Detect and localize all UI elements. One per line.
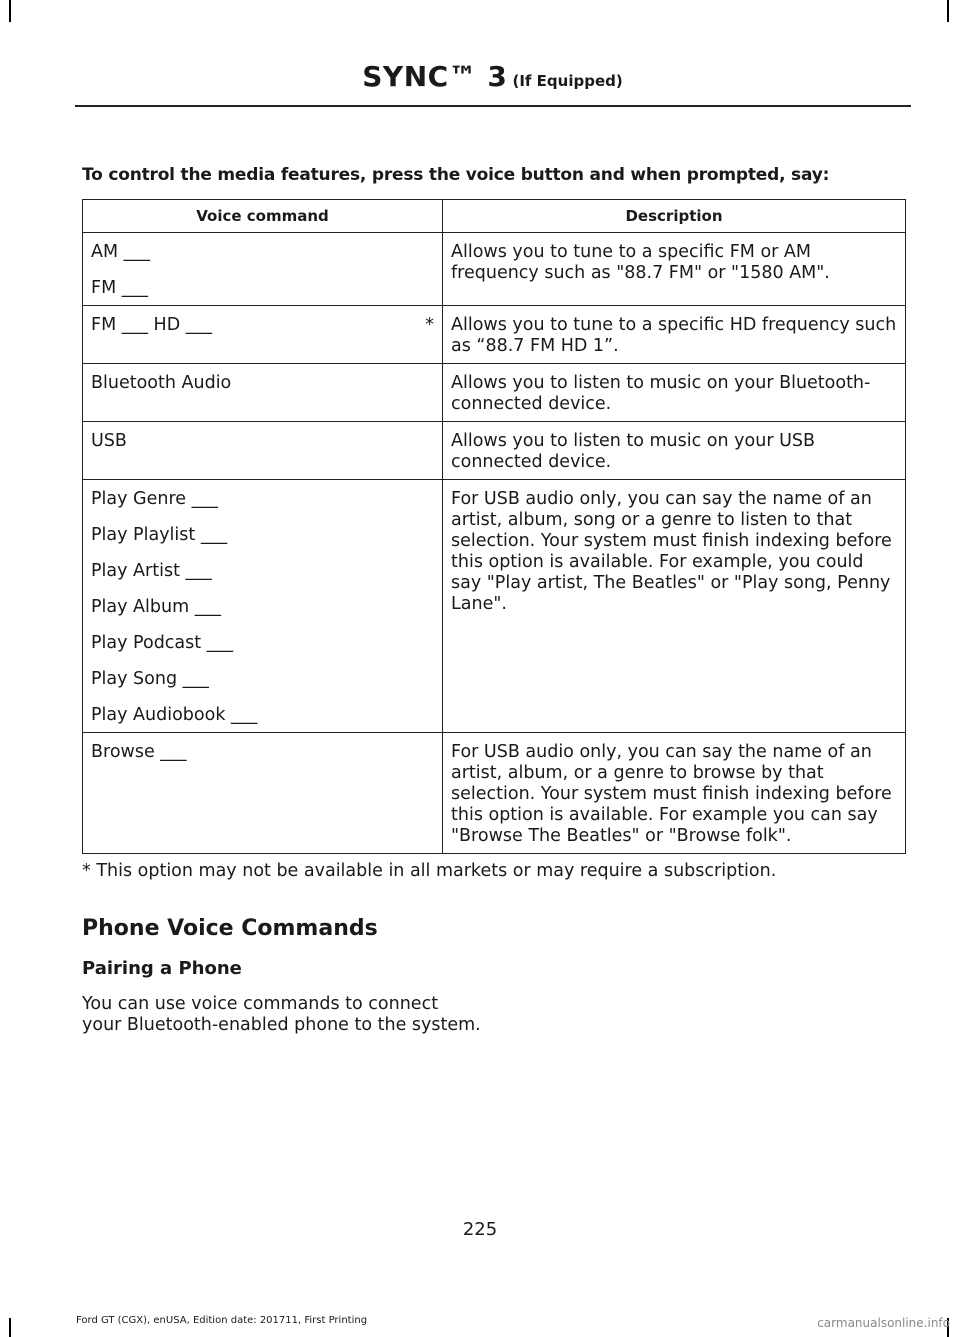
section-heading: Phone Voice Commands: [82, 916, 378, 941]
column-header-voice-command: Voice command: [83, 200, 443, 233]
voice-command-table: [82, 199, 906, 854]
table-row: [83, 733, 906, 854]
command-cell: [83, 306, 443, 364]
command-text: USB: [91, 431, 127, 451]
header-title: SYNC™ 3: [362, 60, 508, 93]
crop-mark: [9, 1318, 11, 1337]
command-cell: [83, 364, 443, 422]
command-cell: [83, 233, 443, 306]
body-paragraph: You can use voice commands to connect your Bluetooth-enabled phone to the system.: [82, 994, 481, 1035]
table-row: [83, 233, 906, 306]
description-cell: For USB audio only, you can say the name of an artist, album, song or a genre to listen to that selection. Your system must finish indexing before this option is available. For example, you could say "Play artist, The Beatles" or "Play song, Penny Lane".: [443, 480, 906, 733]
command-text: Bluetooth Audio: [91, 373, 232, 393]
command-text: Play Audiobook ___: [91, 705, 258, 725]
table-row: [83, 306, 906, 364]
footer-text: Ford GT (CGX), enUSA, Edition date: 201711, First Printing: [76, 1315, 368, 1326]
command-text: Play Playlist ___: [91, 525, 228, 545]
command-text: FM ___: [91, 278, 148, 298]
description-cell: Allows you to listen to music on your USB connected device.: [443, 422, 906, 480]
command-text: AM ___: [91, 242, 150, 262]
command-text: Play Genre ___: [91, 489, 218, 509]
header-rule: [75, 105, 911, 107]
table-header-row: [83, 200, 906, 233]
header-subtitle: (If Equipped): [512, 72, 623, 90]
command-text: Play Podcast ___: [91, 633, 233, 653]
footnote: * This option may not be available in all markets or may require a subscription.: [82, 861, 777, 881]
subsection-heading: Pairing a Phone: [82, 958, 242, 979]
crop-mark: [947, 0, 949, 22]
table-row: [83, 364, 906, 422]
column-header-description: Description: [443, 200, 906, 233]
command-cell: [83, 733, 443, 854]
table-row: [83, 480, 906, 733]
table-row: [83, 422, 906, 480]
page-header: [75, 60, 910, 93]
description-cell: Allows you to listen to music on your Bluetooth-connected device.: [443, 364, 906, 422]
description-cell: Allows you to tune to a specific FM or AM frequency such as "88.7 FM" or "1580 AM".: [443, 233, 906, 306]
footnote-marker: *: [425, 315, 434, 335]
intro-text: To control the media features, press the voice button and when prompted, say:: [82, 165, 830, 185]
watermark: carmanualsonline.info: [817, 1316, 950, 1330]
command-cell: [83, 480, 443, 733]
command-text: Play Album ___: [91, 597, 221, 617]
page-number: 225: [462, 1219, 498, 1240]
command-text: Play Artist ___: [91, 561, 212, 581]
description-cell: For USB audio only, you can say the name of an artist, album, or a genre to browse by that selection. Your system must finish indexing before this option is available. For example you can say "Browse The Beatles" or "Browse folk".: [443, 733, 906, 854]
crop-mark: [9, 0, 11, 22]
description-cell: Allows you to tune to a specific HD frequency such as “88.7 FM HD 1”.: [443, 306, 906, 364]
command-text: FM ___ HD ___: [91, 315, 212, 335]
command-text: Play Song ___: [91, 669, 209, 689]
command-cell: [83, 422, 443, 480]
command-text: Browse ___: [91, 742, 187, 762]
